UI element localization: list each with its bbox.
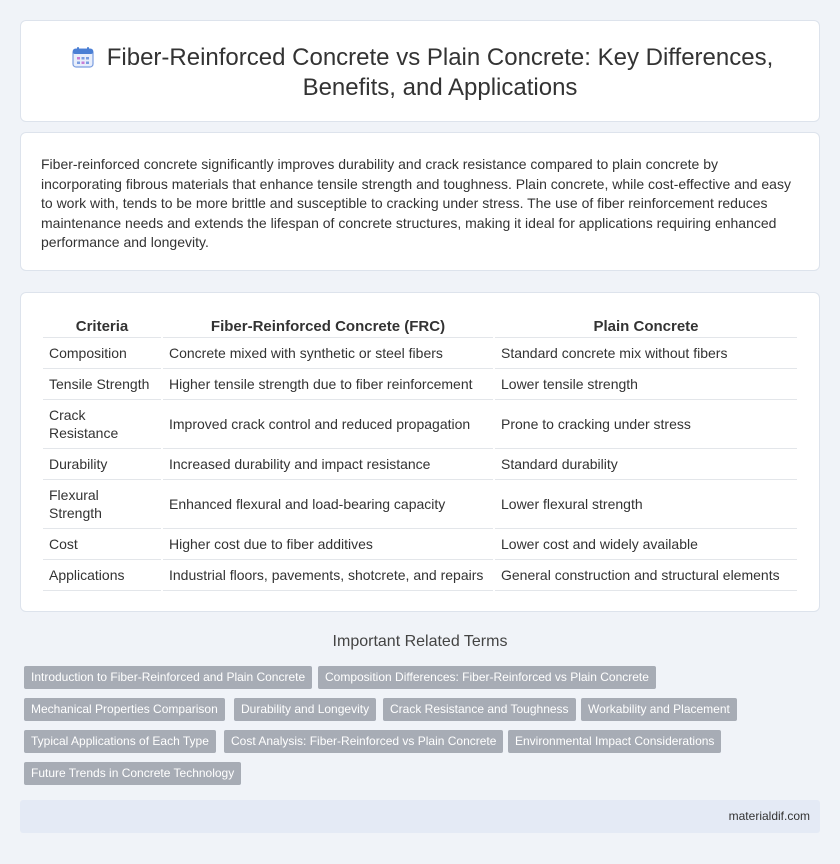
header-criteria: Criteria xyxy=(43,315,161,338)
related-term-tag[interactable]: Workability and Placement xyxy=(581,698,737,721)
row-criteria: Composition xyxy=(43,338,161,369)
table-row xyxy=(43,529,797,560)
related-term-tag[interactable]: Environmental Impact Considerations xyxy=(508,730,721,753)
row-criteria: Applications xyxy=(43,560,161,591)
row-frc: Industrial floors, pavements, shotcrete, and repairs xyxy=(163,560,493,591)
intro-paragraph: Fiber-reinforced concrete significantly improves durability and crack resistance compared to plain concrete by incorporating fibrous materials that enhance tensile strength and toughness. Plain concrete, while cost-effective and easy to work with, tends to be more brittle and susceptible to cracking under stress. The use of fiber reinforcement reduces maintenance needs and extends the lifespan of concrete structures, making it ideal for applications requiring enhanced performance and longevity. xyxy=(41,156,791,250)
table-row xyxy=(43,449,797,480)
title-card xyxy=(20,20,820,122)
related-term-tag[interactable]: Mechanical Properties Comparison xyxy=(24,698,225,721)
row-frc: Enhanced flexural and load-bearing capacity xyxy=(163,480,493,529)
table-row xyxy=(43,480,797,529)
related-term-tag[interactable]: Crack Resistance and Toughness xyxy=(383,698,576,721)
row-plain: Lower tensile strength xyxy=(495,369,797,400)
table-row xyxy=(43,400,797,449)
row-frc: Concrete mixed with synthetic or steel fibers xyxy=(163,338,493,369)
comparison-table xyxy=(41,315,799,591)
row-frc: Higher cost due to fiber additives xyxy=(163,529,493,560)
table-row xyxy=(43,338,797,369)
comparison-table-card xyxy=(20,292,820,612)
row-plain: General construction and structural elements xyxy=(495,560,797,591)
table-row xyxy=(43,560,797,591)
header-frc: Fiber-Reinforced Concrete (FRC) xyxy=(163,315,493,338)
footer xyxy=(20,800,820,833)
row-plain: Lower flexural strength xyxy=(495,480,797,529)
related-term-tag[interactable]: Future Trends in Concrete Technology xyxy=(24,762,241,785)
row-criteria: Durability xyxy=(43,449,161,480)
related-terms-heading: Important Related Terms xyxy=(332,633,508,650)
intro-card xyxy=(20,132,820,271)
row-criteria: Tensile Strength xyxy=(43,369,161,400)
row-criteria: Flexural Strength xyxy=(43,480,161,529)
table-row xyxy=(43,369,797,400)
row-frc: Higher tensile strength due to fiber reinforcement xyxy=(163,369,493,400)
row-frc: Increased durability and impact resistance xyxy=(163,449,493,480)
row-plain: Prone to cracking under stress xyxy=(495,400,797,449)
related-term-tag[interactable]: Durability and Longevity xyxy=(234,698,376,721)
row-plain: Standard durability xyxy=(495,449,797,480)
related-term-tag[interactable]: Typical Applications of Each Type xyxy=(24,730,216,753)
table-header-row xyxy=(43,315,797,338)
row-plain: Lower cost and widely available xyxy=(495,529,797,560)
header-plain: Plain Concrete xyxy=(495,315,797,338)
row-criteria: Cost xyxy=(43,529,161,560)
related-term-tag[interactable]: Cost Analysis: Fiber-Reinforced vs Plain Concrete xyxy=(224,730,503,753)
page-title: Fiber-Reinforced Concrete vs Plain Concrete: Key Differences, Benefits, and Applications xyxy=(106,44,774,101)
site-name[interactable]: materialdif.com xyxy=(728,809,810,823)
related-term-tag[interactable]: Composition Differences: Fiber-Reinforced vs Plain Concrete xyxy=(318,666,656,689)
row-plain: Standard concrete mix without fibers xyxy=(495,338,797,369)
row-criteria: Crack Resistance xyxy=(43,400,161,449)
related-term-tag[interactable]: Introduction to Fiber-Reinforced and Plain Concrete xyxy=(24,666,312,689)
row-frc: Improved crack control and reduced propagation xyxy=(163,400,493,449)
